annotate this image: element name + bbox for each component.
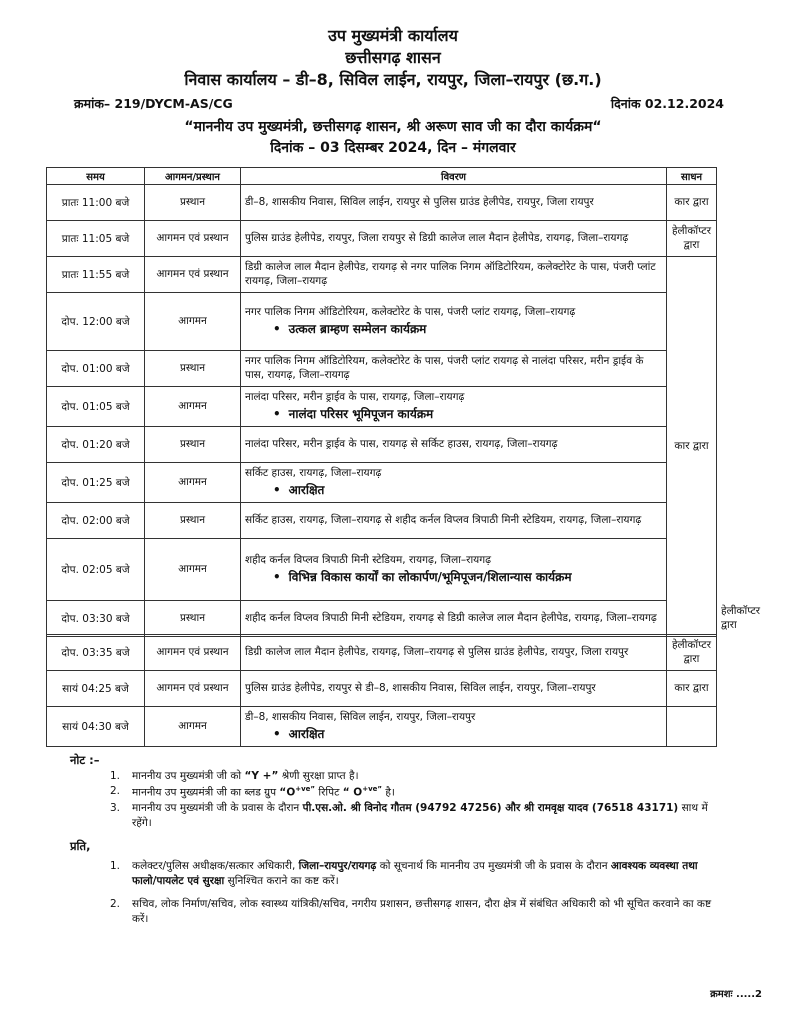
time-cell: दोप. 03:35 बजे <box>47 635 145 671</box>
note-number: 1. <box>110 769 121 782</box>
event-bullet: • आरक्षित <box>273 483 662 498</box>
header-arrival-departure: आगमन/प्रस्थान <box>145 168 241 185</box>
copy-text: कलेक्टर/पुलिस अधीक्षक/सत्कार अधिकारी, <box>132 859 296 872</box>
detail-cell: नालंदा परिसर, मरीन ड्राईव के पास, रायगढ़ से सर्किट हाउस, रायगढ़, जिला–रायगढ़ <box>241 427 667 463</box>
table-row <box>47 427 717 463</box>
time-cell: दोप. 01:00 बजे <box>47 351 145 387</box>
time-cell: दोप. 01:20 बजे <box>47 427 145 463</box>
table-row <box>47 503 717 539</box>
detail-cell <box>241 707 667 747</box>
detail-text: शहीद कर्नल विप्लव त्रिपाठी मिनी स्टेडियम, रायगढ़, जिला–रायगढ़ <box>245 554 492 567</box>
programme-date: दिनांक – 03 दिसम्बर 2024, दिन – मंगलवार <box>270 140 516 156</box>
event-bullet: • आरक्षित <box>273 727 662 742</box>
transport-cell: कार द्वारा <box>667 671 717 707</box>
copy-number: 2. <box>110 898 121 911</box>
detail-cell: नगर पालिक निगम ऑडिटोरियम, कलेक्टोरेट के पास, पंजरी प्लांट रायगढ़ से नालंदा परिसर, मरीन ड्राईव के पास, रायगढ़, जिला–रायगढ़ <box>241 351 667 387</box>
table-row <box>47 257 717 293</box>
detail-cell: पुलिस ग्राउंड हेलीपेड, रायपुर से डी–8, शासकीय निवास, सिविल लाईन, रायपुर, जिला–रायपुर <box>241 671 667 707</box>
time-cell: दोप. 02:05 बजे <box>47 539 145 601</box>
time-cell: प्रातः 11:05 बजे <box>47 221 145 257</box>
copy-text: सुनिश्चित कराने का कष्ट करें। <box>227 874 339 887</box>
copy-item <box>70 859 720 889</box>
copy-heading: प्रति, <box>70 839 91 853</box>
table-header-row <box>47 168 717 185</box>
table-row <box>47 635 717 671</box>
detail-cell: डी–8, शासकीय निवास, सिविल लाईन, रायपुर से पुलिस ग्राउंड हेलीपेड, रायपुर, जिला रायपुर <box>241 185 667 221</box>
schedule-table-continued <box>46 634 717 747</box>
mode-cell: आगमन एवं प्रस्थान <box>145 671 241 707</box>
event-bullet: • उत्कल ब्राम्हण सम्मेलन कार्यक्रम <box>273 322 662 337</box>
mode-cell: आगमन <box>145 387 241 427</box>
note-item <box>70 769 720 784</box>
security-category: “Y +” <box>244 769 279 782</box>
table-row <box>47 293 717 351</box>
table-row <box>47 707 717 747</box>
table-row <box>47 671 717 707</box>
address-heading: निवास कार्यालय – डी–8, सिविल लाईन, रायपुर, जिला–रायपुर (छ.ग.) <box>184 70 602 89</box>
government-heading: छत्तीसगढ़ शासन <box>345 48 441 67</box>
blood-group-sup: +ve” <box>362 784 382 793</box>
table-row <box>47 387 717 427</box>
arrangement-text: आवश्यक व्यवस्था तथा फालो/पायलेट एवं सुरक्षा <box>132 859 698 887</box>
mode-cell: प्रस्थान <box>145 601 241 637</box>
transport-cell-merged: कार द्वारा <box>667 257 717 637</box>
detail-text: नालंदा परिसर, मरीन ड्राईव के पास, रायगढ़, जिला–रायगढ़ <box>245 391 465 404</box>
copy-number: 1. <box>110 859 121 872</box>
copy-to-section <box>70 838 720 928</box>
mode-cell: आगमन <box>145 539 241 601</box>
copy-text: को सूचनार्थ कि माननीय उप मुख्यमंत्री जी के प्रवास के दौरान <box>379 859 608 872</box>
mode-cell: आगमन <box>145 293 241 351</box>
issue-date: दिनांक 02.12.2024 <box>610 96 724 111</box>
transport-cell: हेलीकॉप्टर द्वारा <box>667 221 717 257</box>
mode-cell: आगमन <box>145 463 241 503</box>
header-time: समय <box>47 168 145 185</box>
header-transport: साधन <box>667 168 717 185</box>
transport-cell <box>667 707 717 747</box>
district-names: जिला–रायपुर/रायगढ़ <box>298 859 377 872</box>
reference-number: क्रमांक– 219/DYCM-AS/CG <box>74 96 233 111</box>
notes-section <box>70 752 720 831</box>
note-text: साथ में रहेंगे। <box>132 801 708 829</box>
mode-cell: आगमन एवं प्रस्थान <box>145 635 241 671</box>
transport-cell: कार द्वारा <box>667 185 717 221</box>
note-text: रिपिट <box>318 786 340 799</box>
detail-text: नगर पालिक निगम ऑडिटोरियम, कलेक्टोरेट के पास, पंजरी प्लांट रायगढ़, जिला–रायगढ़ <box>245 306 576 319</box>
table-row: दोप. 03:30 बजे प्रस्थान शहीद कर्नल विप्लव त्रिपाठी मिनी स्टेडियम, रायगढ़ से डिग्री कालेज लाल मैदान हेलीपेड, रायगढ़, जिला–रायगढ़ हेलीकॉप्टर द्वारा <box>47 601 717 637</box>
table-row <box>47 463 717 503</box>
note-item <box>70 784 720 801</box>
pso-names: पी.एस.ओ. श्री विनोद गौतम (94792 47256) और श्री रामवृक्ष यादव (76518 43171) <box>302 801 679 814</box>
detail-text: सर्किट हाउस, रायगढ़, जिला–रायगढ़ <box>245 467 382 480</box>
programme-title: “माननीय उप मुख्यमंत्री, छत्तीसगढ़ शासन, श्री अरूण साव जी का दौरा कार्यक्रम“ <box>184 119 602 135</box>
mode-cell: आगमन एवं प्रस्थान <box>145 257 241 293</box>
transport-cell: हेलीकॉप्टर द्वारा <box>667 635 717 671</box>
office-heading: उप मुख्यमंत्री कार्यालय <box>328 26 458 45</box>
event-bullet: • विभिन्न विकास कार्यों का लोकार्पण/भूमिपूजन/शिलान्यास कार्यक्रम <box>273 570 662 585</box>
detail-cell: डिग्री कालेज लाल मैदान हेलीपेड, रायगढ़ से नगर पालिक निगम ऑडिटोरियम, कलेक्टोरेट के पास, पंजरी प्लांट रायगढ़, जिला–रायगढ़ <box>241 257 667 293</box>
notes-heading: नोट :– <box>70 753 100 767</box>
detail-text: डी–8, शासकीय निवास, सिविल लाईन, रायपुर, जिला–रायपुर <box>245 711 476 724</box>
time-cell: सायं 04:25 बजे <box>47 671 145 707</box>
time-cell: प्रातः 11:55 बजे <box>47 257 145 293</box>
table-row <box>47 539 717 601</box>
detail-cell <box>241 463 667 503</box>
event-bullet: • नालंदा परिसर भूमिपूजन कार्यक्रम <box>273 407 662 422</box>
note-text: माननीय उप मुख्यमंत्री जी का ब्लड ग्रुप <box>132 786 277 799</box>
copy-text: सचिव, लोक निर्माण/सचिव, लोक स्वास्थ्य यांत्रिकी/सचिव, नगरीय प्रशासन, छत्तीसगढ़ शासन, दौरा क्षेत्र में संबंधित अधिकारी को भी सूचित करवाने का कष्ट करें। <box>132 898 712 926</box>
time-cell: सायं 04:30 बजे <box>47 707 145 747</box>
blood-group-sup: +ve” <box>295 784 316 793</box>
time-cell: दोप. 01:05 बजे <box>47 387 145 427</box>
header-details: विवरण <box>241 168 667 185</box>
note-text: माननीय उप मुख्यमंत्री जी को <box>132 769 242 782</box>
time-cell: प्रातः 11:00 बजे <box>47 185 145 221</box>
note-number: 2. <box>110 784 121 797</box>
blood-group-repeat: “ O <box>342 786 363 799</box>
blood-group: “O <box>279 786 296 799</box>
detail-cell: सर्किट हाउस, रायगढ़, जिला–रायगढ़ से शहीद कर्नल विप्लव त्रिपाठी मिनी स्टेडियम, रायगढ़, जिला–रायगढ़ <box>241 503 667 539</box>
time-cell: दोप. 02:00 बजे <box>47 503 145 539</box>
table-row <box>47 221 717 257</box>
mode-cell: प्रस्थान <box>145 351 241 387</box>
mode-cell: आगमन एवं प्रस्थान <box>145 221 241 257</box>
detail-cell: डिग्री कालेज लाल मैदान हेलीपेड, रायगढ़, जिला–रायगढ़ से पुलिस ग्राउंड हेलीपेड, रायपुर, जिला रायपुर <box>241 635 667 671</box>
time-cell: दोप. 01:25 बजे <box>47 463 145 503</box>
mode-cell: प्रस्थान <box>145 503 241 539</box>
note-text: है। <box>385 786 395 799</box>
note-item <box>70 801 720 831</box>
time-cell: दोप. 03:30 बजे <box>47 601 145 637</box>
mode-cell: प्रस्थान <box>145 427 241 463</box>
mode-cell: प्रस्थान <box>145 185 241 221</box>
mode-cell: आगमन <box>145 707 241 747</box>
detail-cell <box>241 293 667 351</box>
note-text: माननीय उप मुख्यमंत्री जी के प्रवास के दौरान <box>132 801 300 814</box>
copy-item <box>70 897 720 927</box>
detail-cell <box>241 539 667 601</box>
schedule-table <box>46 167 761 637</box>
continued-marker: क्रमशः .....2 <box>710 989 762 1000</box>
table-row <box>47 351 717 387</box>
detail-cell <box>241 387 667 427</box>
note-text: श्रेणी सुरक्षा प्राप्त है। <box>281 769 359 782</box>
detail-cell: शहीद कर्नल विप्लव त्रिपाठी मिनी स्टेडियम, रायगढ़ से डिग्री कालेज लाल मैदान हेलीपेड, रायगढ़, जिला–रायगढ़ <box>241 601 667 637</box>
detail-cell: पुलिस ग्राउंड हेलीपेड, रायपुर, जिला रायपुर से डिग्री कालेज लाल मैदान हेलीपेड, रायगढ़, जिला–रायगढ़ <box>241 221 667 257</box>
table-row <box>47 185 717 221</box>
time-cell: दोप. 12:00 बजे <box>47 293 145 351</box>
note-number: 3. <box>110 801 121 814</box>
